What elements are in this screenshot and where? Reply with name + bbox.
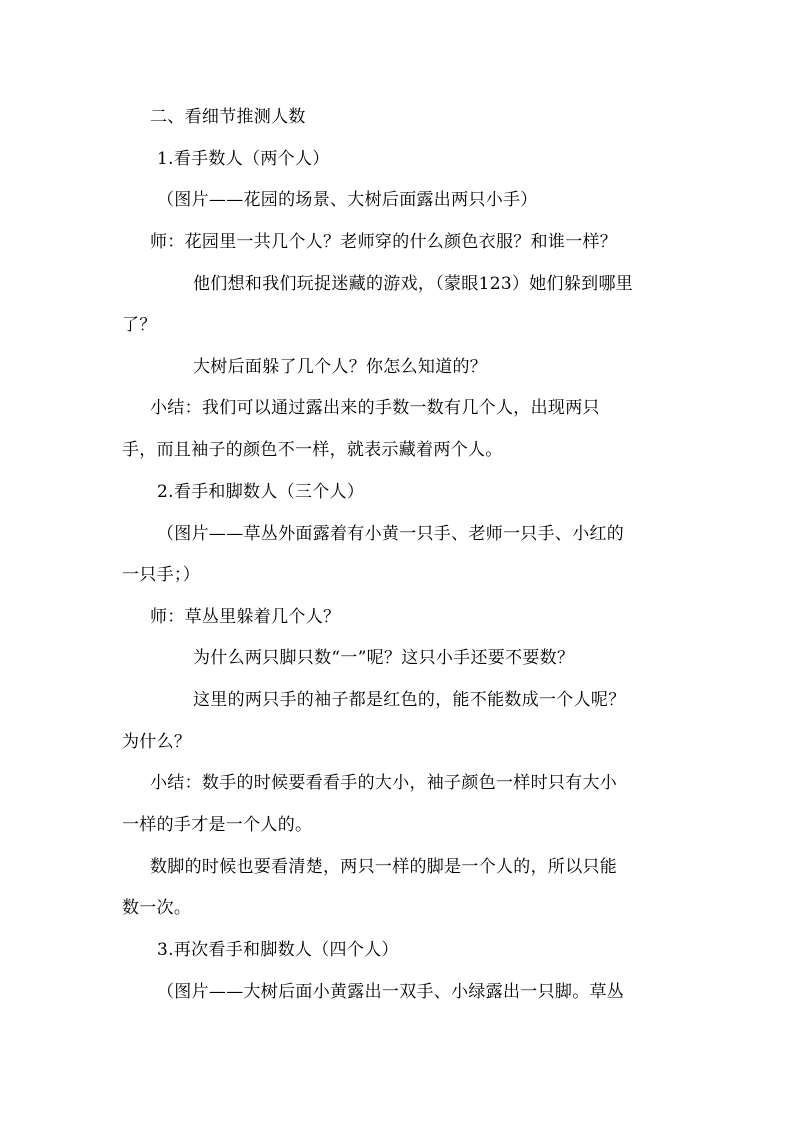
paragraph-line: 师：花园里一共几个人？老师穿的什么颜色衣服？和谁一样？ <box>150 232 618 252</box>
section-heading: 二、看细节推测人数 <box>150 107 306 127</box>
subsection-heading: 1.看手数人（两个人） <box>157 149 330 169</box>
paragraph-line: 了？ <box>122 315 157 335</box>
paragraph-line: 为什么两只脚只数“一”呢？这只小手还要不要数？ <box>193 648 575 668</box>
paragraph-line: 大树后面躲了几个人？你怎么知道的？ <box>193 357 488 377</box>
paragraph-line: 他们想和我们玩捉迷藏的游戏，（蒙眼123）她们躲到哪里 <box>193 274 634 294</box>
paragraph-line: 小结：数手的时候要看看手的大小，袖子颜色一样时只有大小 <box>150 773 618 793</box>
paragraph-line: （图片——草丛外面露着有小黄一只手、老师一只手、小红的 <box>157 524 625 544</box>
paragraph-line: 小结：我们可以通过露出来的手数一数有几个人，出现两只 <box>150 398 600 418</box>
paragraph-line: 一样的手才是一个人的。 <box>122 815 313 835</box>
paragraph-line: （图片——花园的场景、大树后面露出两只小手） <box>157 190 538 210</box>
paragraph-line: 这里的两只手的袖子都是红色的，能不能数成一个人呢？ <box>193 690 626 710</box>
paragraph-line: 为什么？ <box>122 732 192 752</box>
paragraph-line: 数脚的时候也要看清楚，两只一样的脚是一个人的，所以只能 <box>150 857 618 877</box>
paragraph-line: 数一次。 <box>122 898 192 918</box>
subsection-heading: 3.再次看手和脚数人（四个人） <box>157 940 399 960</box>
subsection-heading: 2.看手和脚数人（三个人） <box>157 482 365 502</box>
paragraph-line: （图片——大树后面小黄露出一双手、小绿露出一只脚。草丛 <box>157 982 625 1002</box>
paragraph-line: 手，而且袖子的颜色不一样，就表示藏着两个人。 <box>122 440 503 460</box>
paragraph-line: 师：草丛里躲着几个人？ <box>150 607 341 627</box>
paragraph-line: 一只手；） <box>122 565 200 585</box>
